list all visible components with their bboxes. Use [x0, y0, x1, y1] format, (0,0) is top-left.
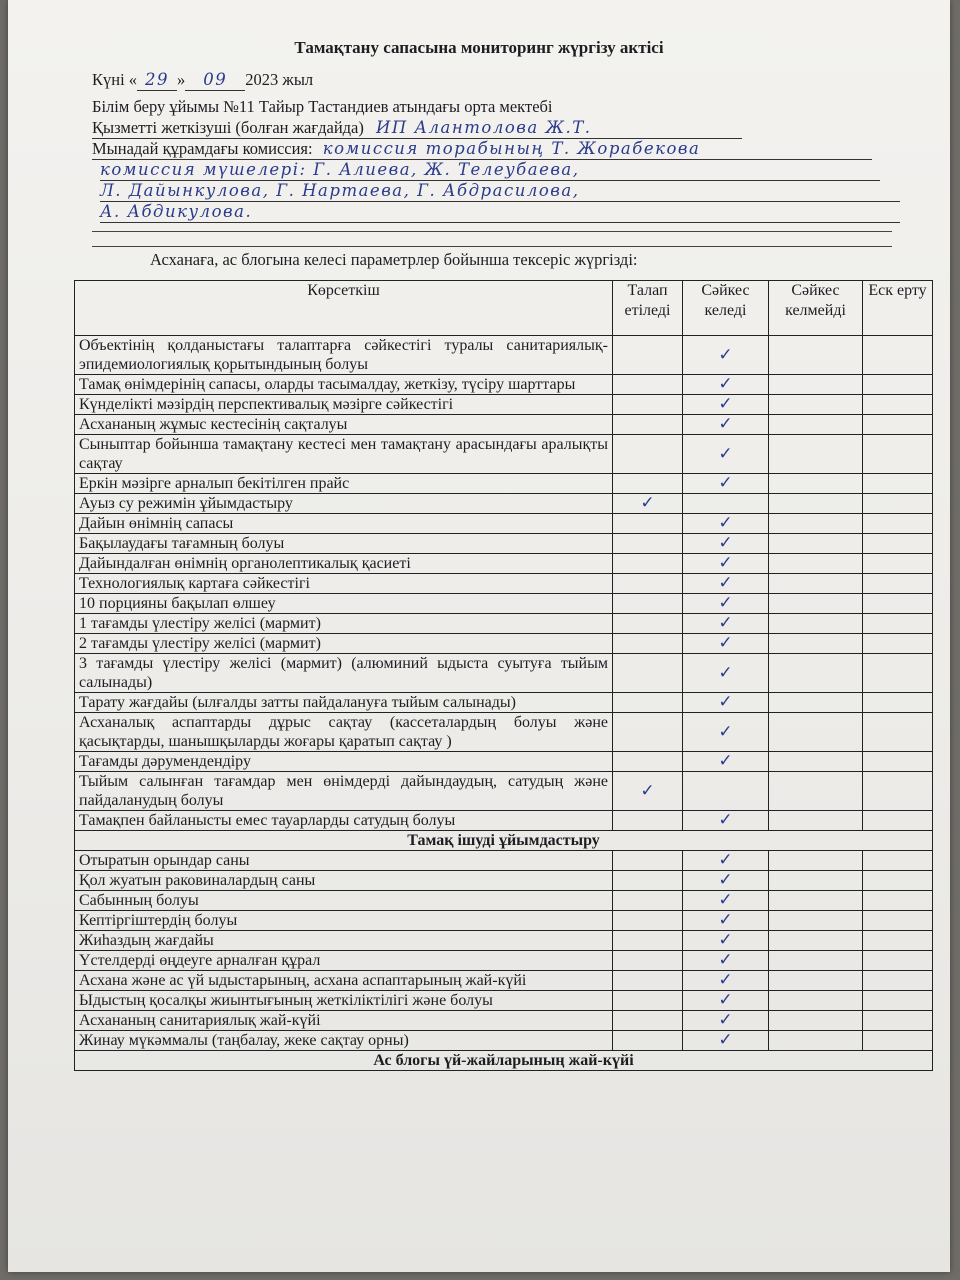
empty-cell	[769, 1031, 863, 1051]
date-line	[92, 70, 313, 91]
empty-cell	[769, 991, 863, 1011]
indicator-cell: Қол жуатын раковиналардың саны	[75, 871, 613, 891]
empty-cell	[613, 554, 683, 574]
check-mark-icon: ✓	[683, 574, 769, 594]
empty-cell	[769, 891, 863, 911]
table-row	[75, 336, 933, 375]
empty-cell	[769, 971, 863, 991]
empty-cell	[769, 772, 863, 811]
empty-cell	[613, 911, 683, 931]
indicator-cell: Тарату жағдайы (ылғалды затты пайдалануға тыйым салынады)	[75, 693, 613, 713]
empty-cell	[613, 336, 683, 375]
empty-cell	[863, 375, 933, 395]
empty-cell	[863, 951, 933, 971]
indicator-cell: Асханалық аспаптарды дұрыс сақтау (кассеталардың болуы және қасықтарды, шанышқыларды жоғары қаратып сақтау )	[75, 713, 613, 752]
indicator-cell: Күнделікті мәзірдің перспективалық мәзірге сәйкестігі	[75, 395, 613, 415]
intro-text: Асханаға, ас блогына келесі параметрлер бойынша тексеріс жүргізді:	[150, 250, 638, 269]
empty-cell	[863, 634, 933, 654]
empty-cell	[769, 514, 863, 534]
check-mark-icon: ✓	[683, 415, 769, 435]
table-row	[75, 991, 933, 1011]
empty-cell	[863, 415, 933, 435]
empty-cell	[613, 851, 683, 871]
header-required: Талап етіледі	[613, 281, 683, 336]
check-mark-icon: ✓	[683, 336, 769, 375]
empty-cell	[613, 514, 683, 534]
table-row	[75, 395, 933, 415]
table-row	[75, 752, 933, 772]
check-mark-icon: ✓	[683, 474, 769, 494]
blank-line-1	[92, 231, 892, 232]
table-row	[75, 375, 933, 395]
check-mark-icon: ✓	[683, 654, 769, 693]
check-mark-icon: ✓	[613, 494, 683, 514]
check-mark-icon: ✓	[683, 1011, 769, 1031]
empty-cell	[769, 435, 863, 474]
empty-cell	[769, 336, 863, 375]
check-mark-icon: ✓	[683, 634, 769, 654]
check-mark-icon: ✓	[683, 594, 769, 614]
empty-cell	[769, 752, 863, 772]
check-mark-icon: ✓	[683, 991, 769, 1011]
blank-line-2	[92, 246, 892, 247]
commission-line-1	[92, 139, 872, 160]
empty-cell	[863, 772, 933, 811]
empty-cell	[863, 971, 933, 991]
check-mark-icon: ✓	[683, 971, 769, 991]
header-indicator: Көрсеткіш	[75, 281, 613, 336]
empty-cell	[863, 1031, 933, 1051]
date-day: 29	[137, 70, 177, 91]
document-page	[8, 0, 950, 1272]
table-row	[75, 514, 933, 534]
check-mark-icon: ✓	[683, 1031, 769, 1051]
check-mark-icon: ✓	[683, 435, 769, 474]
empty-cell	[863, 574, 933, 594]
empty-cell	[613, 752, 683, 772]
indicator-cell: Дайын өнімнің сапасы	[75, 514, 613, 534]
empty-cell	[769, 534, 863, 554]
date-month: 09	[185, 70, 245, 91]
empty-cell	[613, 971, 683, 991]
table-row	[75, 931, 933, 951]
empty-cell	[863, 435, 933, 474]
empty-cell	[613, 871, 683, 891]
empty-cell	[863, 991, 933, 1011]
date-year: 2023 жыл	[245, 70, 314, 89]
empty-cell	[613, 931, 683, 951]
table-row	[75, 772, 933, 811]
empty-cell	[863, 931, 933, 951]
commission-line-2: комиссия мүшелері: Г. Алиева, Ж. Телеубаева,	[100, 160, 880, 181]
indicator-cell: Бақылаудағы тағамның болуы	[75, 534, 613, 554]
empty-cell	[613, 1031, 683, 1051]
empty-cell	[613, 891, 683, 911]
commission-line-3: Л. Дайынкулова, Г. Нартаева, Г. Абдрасилова,	[100, 181, 900, 202]
section-title: Ас блогы үй-жайларының жай-күйі	[75, 1051, 933, 1071]
table-row	[75, 871, 933, 891]
section-row	[75, 831, 933, 851]
empty-cell	[683, 772, 769, 811]
indicator-cell: Ауыз су режимін ұйымдастыру	[75, 494, 613, 514]
check-mark-icon: ✓	[683, 395, 769, 415]
check-mark-icon: ✓	[683, 713, 769, 752]
empty-cell	[769, 375, 863, 395]
date-mid: »	[177, 70, 186, 89]
empty-cell	[863, 851, 933, 871]
empty-cell	[863, 911, 933, 931]
org-label: Білім беру ұйымы №11 Тайыр Тастандиев атындағы орта мектебі	[92, 97, 553, 116]
empty-cell	[769, 911, 863, 931]
indicator-cell: 1 тағамды үлестіру желісі (мармит)	[75, 614, 613, 634]
inspection-table	[74, 280, 933, 1071]
table-row	[75, 971, 933, 991]
table-row	[75, 415, 933, 435]
table-row	[75, 811, 933, 831]
empty-cell	[863, 614, 933, 634]
empty-cell	[769, 951, 863, 971]
empty-cell	[613, 395, 683, 415]
empty-cell	[863, 811, 933, 831]
empty-cell	[863, 474, 933, 494]
indicator-cell: Үстелдерді өңдеуге арналған құрал	[75, 951, 613, 971]
empty-cell	[769, 654, 863, 693]
indicator-cell: Жинау мүкәммалы (таңбалау, жеке сақтау орны)	[75, 1031, 613, 1051]
check-mark-icon: ✓	[683, 534, 769, 554]
table-row	[75, 911, 933, 931]
table-row	[75, 1011, 933, 1031]
empty-cell	[613, 634, 683, 654]
table-row	[75, 594, 933, 614]
indicator-cell: Еркін мәзірге арналып бекітілген прайс	[75, 474, 613, 494]
empty-cell	[613, 614, 683, 634]
empty-cell	[613, 435, 683, 474]
table-row	[75, 851, 933, 871]
empty-cell	[613, 474, 683, 494]
check-mark-icon: ✓	[683, 891, 769, 911]
empty-cell	[769, 871, 863, 891]
indicator-cell: 10 порцияны бақылап өлшеу	[75, 594, 613, 614]
check-mark-icon: ✓	[683, 851, 769, 871]
empty-cell	[769, 693, 863, 713]
indicator-cell: 2 тағамды үлестіру желісі (мармит)	[75, 634, 613, 654]
supplier-line	[92, 118, 742, 139]
commission-text-1: комиссия торабының Т. Жорабековa	[322, 139, 701, 158]
indicator-cell: Сабынның болуы	[75, 891, 613, 911]
empty-cell	[769, 574, 863, 594]
table-row	[75, 534, 933, 554]
empty-cell	[769, 395, 863, 415]
indicator-cell: Дайындалған өнімнің органолептикалық қасиеті	[75, 554, 613, 574]
indicator-cell: 3 тағамды үлестіру желісі (мармит) (алюминий ыдыста суытуға тыйым салынады)	[75, 654, 613, 693]
supplier-label: Қызметті жеткізуші (болған жағдайда)	[92, 118, 364, 137]
indicator-cell: Асхана және ас үй ыдыстарының, асхана аспаптарының жай-күйі	[75, 971, 613, 991]
check-mark-icon: ✓	[613, 772, 683, 811]
empty-cell	[863, 395, 933, 415]
supplier-value: ИП Алантолова Ж.Т.	[376, 118, 592, 137]
empty-cell	[863, 713, 933, 752]
empty-cell	[613, 415, 683, 435]
table-row	[75, 634, 933, 654]
header-note: Еск ерту	[863, 281, 933, 336]
empty-cell	[613, 1011, 683, 1031]
section-title: Тамақ ішуді ұйымдастыру	[75, 831, 933, 851]
table-row	[75, 435, 933, 474]
empty-cell	[863, 752, 933, 772]
document-title: Тамақтану сапасына мониторинг жүргізу актісі	[294, 38, 664, 57]
header-compliant: Сәйкес келеді	[683, 281, 769, 336]
indicator-cell: Асхананың жұмыс кестесінің сақталуы	[75, 415, 613, 435]
empty-cell	[769, 594, 863, 614]
table-row	[75, 713, 933, 752]
check-mark-icon: ✓	[683, 614, 769, 634]
table-row	[75, 891, 933, 911]
commission-line-4: А. Абдикулова.	[100, 202, 900, 223]
empty-cell	[613, 951, 683, 971]
indicator-cell: Кептіргіштердің болуы	[75, 911, 613, 931]
org-line	[92, 97, 553, 117]
indicator-cell: Асхананың санитариялық жай-күйі	[75, 1011, 613, 1031]
empty-cell	[863, 654, 933, 693]
empty-cell	[769, 554, 863, 574]
empty-cell	[613, 594, 683, 614]
empty-cell	[683, 494, 769, 514]
empty-cell	[613, 693, 683, 713]
header-noncompliant: Сәйкес келмейді	[769, 281, 863, 336]
empty-cell	[769, 1011, 863, 1031]
date-prefix: Күні «	[92, 70, 138, 89]
table-row	[75, 474, 933, 494]
empty-cell	[613, 654, 683, 693]
empty-cell	[769, 614, 863, 634]
indicator-cell: Технологиялық картаға сәйкестігі	[75, 574, 613, 594]
commission-label: Мынадай құрамдағы комиссия:	[92, 139, 313, 158]
check-mark-icon: ✓	[683, 811, 769, 831]
indicator-cell: Тыйым салынған тағамдар мен өнімдерді дайындаудың, сатудың және пайдаланудың болуы	[75, 772, 613, 811]
table-row	[75, 494, 933, 514]
empty-cell	[613, 713, 683, 752]
indicator-cell: Жиһаздың жағдайы	[75, 931, 613, 951]
empty-cell	[863, 693, 933, 713]
table-row	[75, 614, 933, 634]
empty-cell	[613, 574, 683, 594]
empty-cell	[769, 494, 863, 514]
check-mark-icon: ✓	[683, 375, 769, 395]
table-row	[75, 554, 933, 574]
empty-cell	[769, 634, 863, 654]
check-mark-icon: ✓	[683, 871, 769, 891]
empty-cell	[863, 891, 933, 911]
table-row	[75, 951, 933, 971]
check-mark-icon: ✓	[683, 554, 769, 574]
section-row	[75, 1051, 933, 1071]
table-row	[75, 1031, 933, 1051]
check-mark-icon: ✓	[683, 911, 769, 931]
empty-cell	[769, 851, 863, 871]
indicator-cell: Тамақ өнімдерінің сапасы, оларды тасымалдау, жеткізу, түсіру шарттары	[75, 375, 613, 395]
indicator-cell: Тамақпен байланысты емес тауарларды сатудың болуы	[75, 811, 613, 831]
table-row	[75, 654, 933, 693]
empty-cell	[769, 931, 863, 951]
empty-cell	[769, 713, 863, 752]
empty-cell	[613, 811, 683, 831]
empty-cell	[863, 534, 933, 554]
empty-cell	[863, 554, 933, 574]
empty-cell	[863, 871, 933, 891]
empty-cell	[613, 375, 683, 395]
empty-cell	[863, 594, 933, 614]
check-mark-icon: ✓	[683, 514, 769, 534]
empty-cell	[863, 514, 933, 534]
empty-cell	[769, 474, 863, 494]
check-mark-icon: ✓	[683, 931, 769, 951]
check-mark-icon: ✓	[683, 951, 769, 971]
indicator-cell: Объектінің қолданыстағы талаптарға сәйкестігі туралы санитариялық-эпидемиологиялық қорытындының болуы	[75, 336, 613, 375]
indicator-cell: Ыдыстың қосалқы жиынтығының жеткіліктілігі және болуы	[75, 991, 613, 1011]
indicator-cell: Тағамды дәрумендендіру	[75, 752, 613, 772]
empty-cell	[769, 415, 863, 435]
empty-cell	[863, 494, 933, 514]
empty-cell	[863, 336, 933, 375]
empty-cell	[613, 991, 683, 1011]
table-row	[75, 574, 933, 594]
check-mark-icon: ✓	[683, 693, 769, 713]
empty-cell	[613, 534, 683, 554]
check-mark-icon: ✓	[683, 752, 769, 772]
empty-cell	[863, 1011, 933, 1031]
table-body-main	[75, 336, 933, 1071]
empty-cell	[769, 811, 863, 831]
table-row	[75, 693, 933, 713]
indicator-cell: Отыратын орындар саны	[75, 851, 613, 871]
indicator-cell: Сыныптар бойынша тамақтану кестесі мен тамақтану арасындағы аралықты сақтау	[75, 435, 613, 474]
